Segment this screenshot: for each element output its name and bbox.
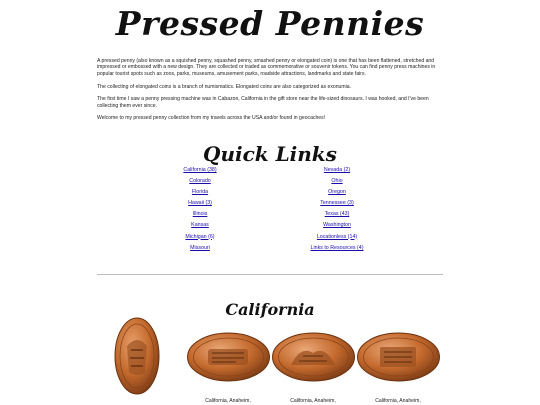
link-missouri[interactable]: Missouri bbox=[190, 244, 210, 251]
link-colorado[interactable]: Colorado bbox=[189, 178, 211, 185]
penny-image-horizontal[interactable] bbox=[356, 331, 441, 383]
penny-caption: California, Anaheim, bbox=[205, 398, 251, 404]
section-divider bbox=[97, 274, 443, 275]
link-locationless[interactable]: Locationless (14) bbox=[316, 233, 358, 240]
intro-text bbox=[97, 58, 443, 128]
intro-paragraph: A pressed penny (also known as a squished penny, squashed penny, smashed penny or elongated coin) is one that has been flattened, stretched and impressed or embossed with a new design. They are collected or traded as commemorative or souvenir tokens. You can find penny press machines in popular tourist spots such as zoos, parks, museums, amusement parks, roadside attractions, landmarks and state fairs. bbox=[97, 58, 436, 77]
quick-links-right-column bbox=[287, 166, 387, 255]
link-tennessee[interactable]: Tennessee (3) bbox=[320, 200, 354, 207]
link-nevada[interactable]: Nevada (2) bbox=[323, 167, 351, 173]
link-washington[interactable]: Washington bbox=[323, 222, 351, 229]
penny-image-horizontal[interactable] bbox=[186, 331, 271, 383]
california-heading: California bbox=[225, 300, 315, 319]
site-title: Pressed Pennies bbox=[115, 4, 425, 43]
penny-image-horizontal[interactable] bbox=[271, 331, 356, 383]
quick-links-left-column bbox=[150, 166, 250, 255]
link-hawaii[interactable]: Hawaii (3) bbox=[188, 200, 212, 207]
link-resources[interactable]: Links to Resources (4) bbox=[310, 244, 364, 251]
link-michigan[interactable]: Michigan (6) bbox=[185, 233, 215, 240]
penny-caption: California, Anaheim, bbox=[290, 398, 336, 404]
intro-paragraph: Welcome to my pressed penny collection from my travels across the USA and/or found in geocaches! bbox=[97, 115, 326, 122]
link-oregon[interactable]: Oregon bbox=[328, 189, 346, 196]
quick-links-heading: Quick Links bbox=[203, 142, 337, 166]
link-texas[interactable]: Texas (43) bbox=[324, 211, 350, 218]
link-illinois[interactable]: Illinois bbox=[192, 211, 208, 218]
link-ohio[interactable]: Ohio bbox=[331, 178, 343, 185]
penny-caption: California, Anaheim, bbox=[375, 398, 421, 404]
penny-image-vertical[interactable] bbox=[113, 316, 161, 396]
intro-paragraph: The collecting of elongated coins is a branch of numismatics. Elongated coins are also categorized as exonumia. bbox=[97, 83, 351, 90]
link-california[interactable]: California (38) bbox=[183, 167, 217, 173]
link-kansas[interactable]: Kansas bbox=[191, 222, 209, 229]
intro-paragraph: The first time I saw a penny pressing machine was in Cabazon, California in the gift store near the life-sized dinosaurs. I was hooked, and I've been collecting them ever since. bbox=[97, 96, 429, 109]
link-florida[interactable]: Florida bbox=[191, 189, 209, 196]
